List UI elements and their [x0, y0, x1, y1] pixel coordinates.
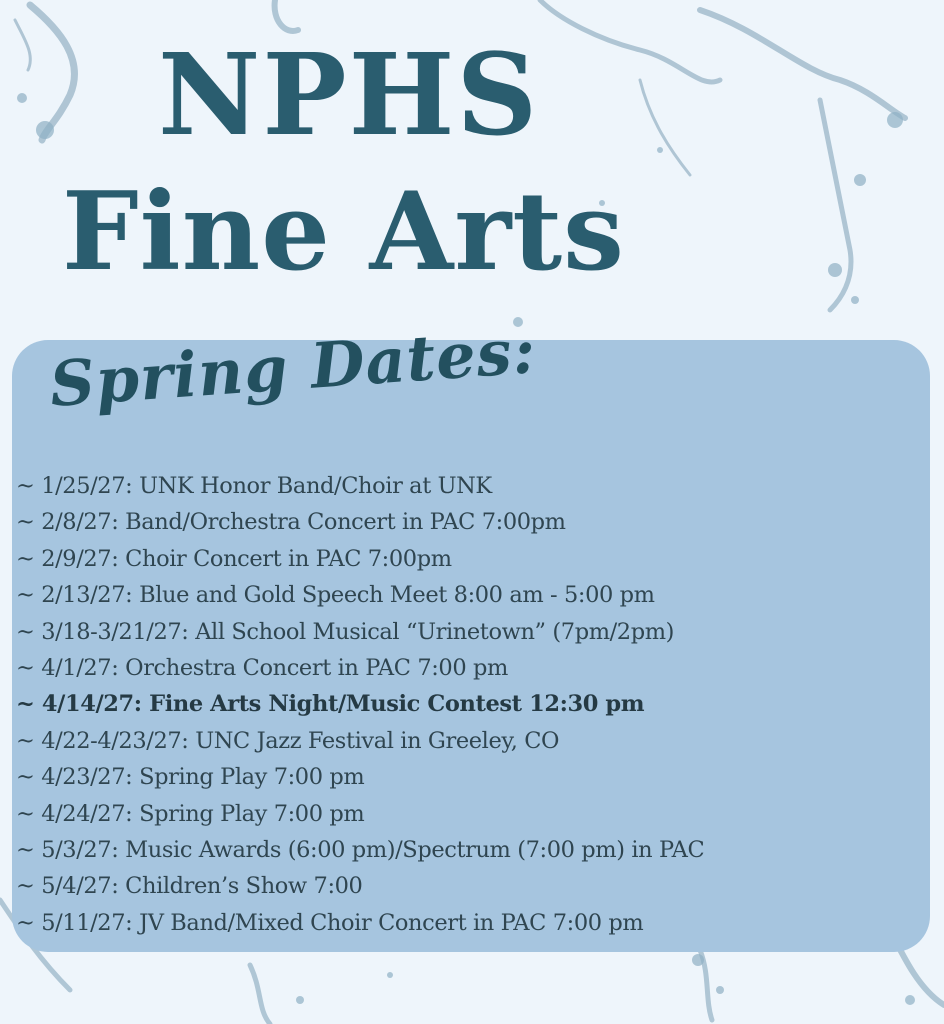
schedule-heading: Spring Dates: [47, 314, 539, 421]
schedule-item: ~ 2/8/27: Band/Orchestra Concert in PAC 7:00pm [16, 509, 566, 536]
schedule-item: ~ 5/11/27: JV Band/Mixed Choir Concert in PAC 7:00 pm [16, 909, 644, 936]
schedule-item: ~ 2/9/27: Choir Concert in PAC 7:00pm [16, 545, 452, 572]
page-title-line-2: Fine Arts [62, 169, 625, 295]
schedule-item: ~ 4/23/27: Spring Play 7:00 pm [16, 764, 365, 791]
schedule-item-highlighted: ~ 4/14/27: Fine Arts Night/Music Contest 12:30 pm [16, 691, 645, 718]
schedule-list [16, 468, 704, 941]
schedule-item: ~ 5/4/27: Children’s Show 7:00 [16, 873, 363, 900]
schedule-item: ~ 4/24/27: Spring Play 7:00 pm [16, 800, 365, 827]
page-title-line-1: NPHS [158, 30, 540, 161]
schedule-item: ~ 1/25/27: UNK Honor Band/Choir at UNK [16, 473, 492, 499]
schedule-item: ~ 4/22-4/23/27: UNC Jazz Festival in Greeley, CO [16, 727, 560, 754]
schedule-item: ~ 2/13/27: Blue and Gold Speech Meet 8:00 am - 5:00 pm [16, 582, 655, 609]
schedule-item: ~ 3/18-3/21/27: All School Musical “Urinetown” (7pm/2pm) [16, 618, 675, 645]
schedule-item: ~ 5/3/27: Music Awards (6:00 pm)/Spectrum (7:00 pm) in PAC [16, 836, 705, 863]
schedule-item: ~ 4/1/27: Orchestra Concert in PAC 7:00 pm [16, 654, 508, 681]
